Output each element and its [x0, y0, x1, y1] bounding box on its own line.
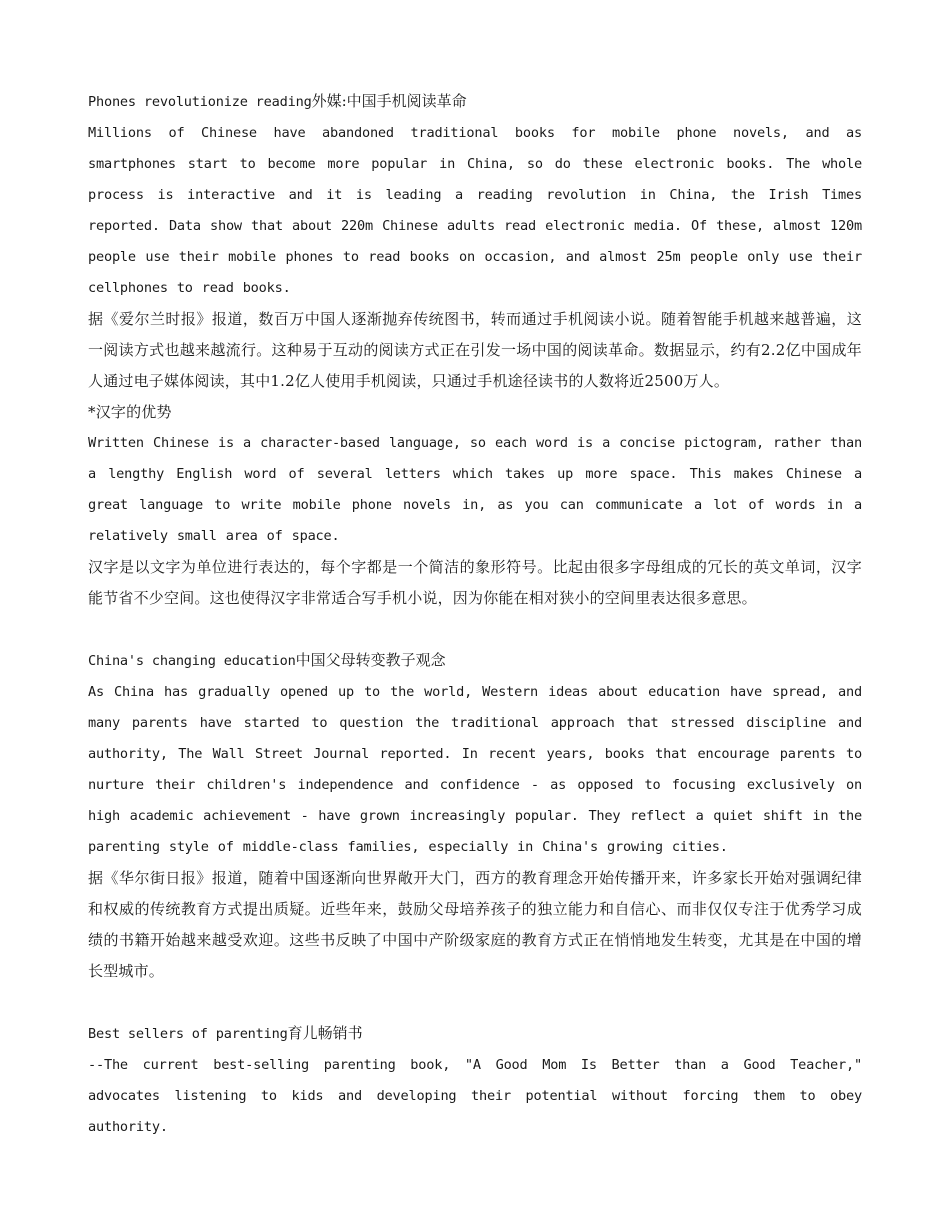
- section-heading-best-sellers: [88, 1018, 862, 1050]
- sub-heading-chinese-advantage: *汉字的优势: [88, 403, 172, 421]
- paragraph-zh-reading: 据《爱尔兰时报》报道，数百万中国人逐渐抛弃传统图书，转而通过手机阅读小说。随着智能手机越来越普遍，这一阅读方式也越来越流行。这种易于互动的阅读方式正在引发一场中国的阅读革命。数据显示，约有2.2亿中国成年人通过电子媒体阅读，其中1.2亿人使用手机阅读，只通过手机途径读书的人数将近2500万人。: [88, 310, 862, 390]
- paragraph-zh-characters: 汉字是以文字为单位进行表达的，每个字都是一个简洁的象形符号。比起由很多字母组成的冗长的英文单词，汉字能节省不少空间。这也使得汉字非常适合写手机小说，因为你能在相对狭小的空间里表达很多意思。: [88, 558, 862, 607]
- document-page: [88, 86, 862, 1143]
- heading-en: Phones revolutionize reading: [88, 94, 312, 110]
- paragraph-en-education: As China has gradually opened up to the world, Western ideas about education have spread, and many parents have started to question the traditional approach that stressed discipline and authority, The Wall Street Journal reported. In recent years, books that encourage parents to nurture their children's independence and confidence - as opposed to focusing exclusively on high academic achievement - have grown increasingly popular. They reflect a quiet shift in the parenting style of middle-class families, especially in China's growing cities.: [88, 684, 862, 855]
- paragraph-en-reading: Millions of Chinese have abandoned traditional books for mobile phone novels, and as smartphones start to become more popular in China, so do these electronic books. The whole process is interactive and it is leading a reading revolution in China, the Irish Times reported. Data show that about 220m Chinese adults read electronic media. Of these, almost 120m people use their mobile phones to read books on occasion, and almost 25m people only use their cellphones to read books.: [88, 125, 862, 296]
- paragraph-zh-education: 据《华尔街日报》报道，随着中国逐渐向世界敞开大门，西方的教育理念开始传播开来，许多家长开始对强调纪律和权威的传统教育方式提出质疑。近些年来，鼓励父母培养孩子的独立能力和自信心、而非仅仅专注于优秀学习成绩的书籍开始越来越受欢迎。这些书反映了中国中产阶级家庭的教育方式正在悄悄地发生转变，尤其是在中国的增长型城市。: [88, 869, 862, 980]
- heading-zh: 育儿畅销书: [287, 1024, 363, 1042]
- paragraph-en-best-sellers: --The current best-selling parenting book, "A Good Mom Is Better than a Good Teacher," advocates listening to kids and developing their potential without forcing them to obey authority.: [88, 1057, 862, 1135]
- section-heading-reading: [88, 86, 862, 118]
- section-spacer: [88, 614, 862, 645]
- paragraph-en-characters: Written Chinese is a character-based language, so each word is a concise pictogram, rather than a lengthy English word of several letters which takes up more space. This makes Chinese a great language to write mobile phone novels in, as you can communicate a lot of words in a relatively small area of space.: [88, 435, 862, 544]
- heading-en: China's changing education: [88, 653, 296, 669]
- section-spacer: [88, 987, 862, 1018]
- section-heading-education: [88, 645, 862, 677]
- heading-zh: 中国父母转变教子观念: [295, 651, 446, 669]
- heading-en: Best sellers of parenting: [88, 1026, 288, 1042]
- heading-zh: 外媒:中国手机阅读革命: [311, 92, 467, 110]
